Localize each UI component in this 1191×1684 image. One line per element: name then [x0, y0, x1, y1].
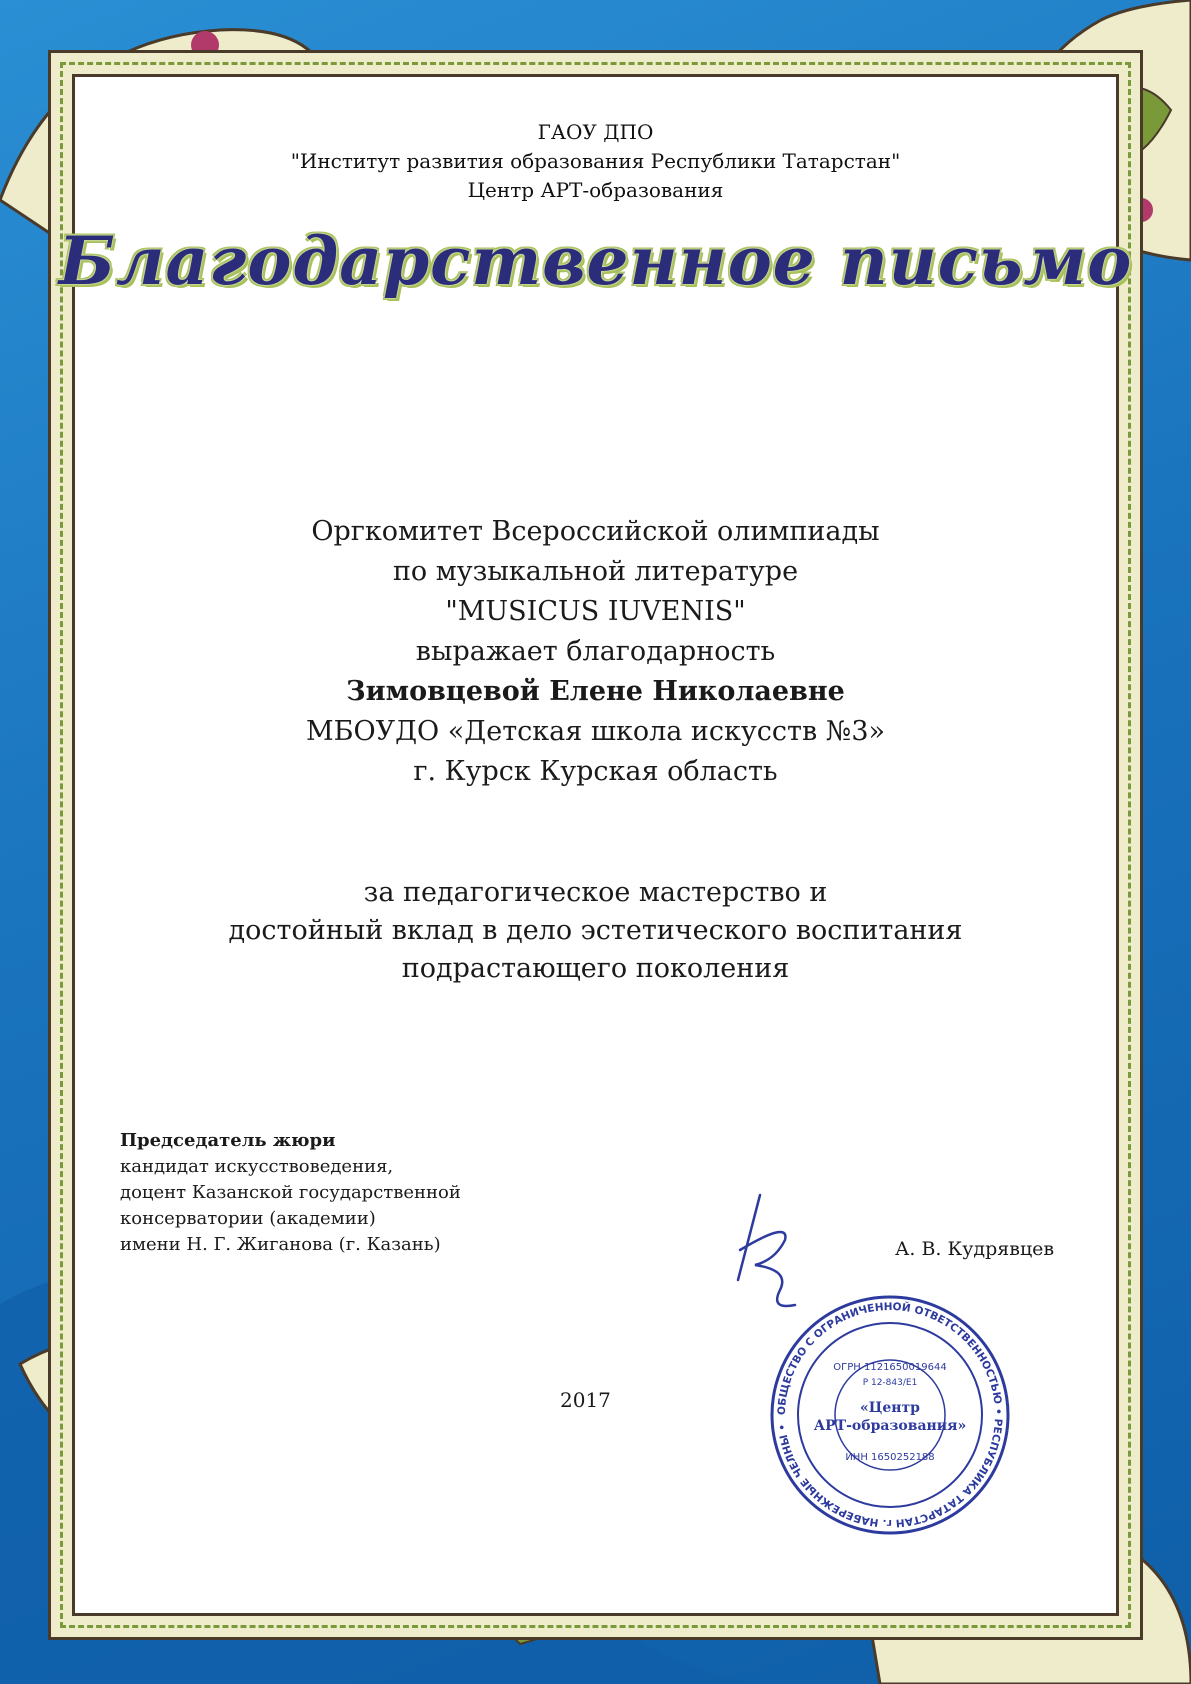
- issuer-line-3: Центр АРТ-образования: [467, 178, 724, 202]
- reason-line-2: достойный вклад в дело эстетического воспитания: [228, 915, 963, 946]
- issuer-line-1: ГАОУ ДПО: [537, 120, 654, 144]
- stamp-inn: ИНН 1650252188: [845, 1452, 935, 1463]
- body-line-3: "MUSICUS IUVENIS": [445, 596, 746, 627]
- signer-name: А. В. Кудрявцев: [895, 1238, 1055, 1260]
- issuer-header: [0, 118, 1191, 205]
- gratitude-body: [0, 512, 1191, 792]
- reason-line-1: за педагогическое мастерство и: [363, 877, 828, 908]
- jury-line-3: консерватории (академии): [120, 1208, 376, 1229]
- recipient-name: Зимовцевой Елене Николаевне: [346, 676, 845, 707]
- jury-chair-block: [120, 1128, 461, 1258]
- jury-line-4: имени Н. Г. Жиганова (г. Казань): [120, 1234, 441, 1255]
- stamp-ogrn: ОГРН 1121650019644: [833, 1362, 947, 1373]
- reason-line-3: подрастающего поколения: [401, 953, 790, 984]
- recipient-city: г. Курск Курская область: [413, 756, 778, 787]
- jury-line-2: доцент Казанской государственной: [120, 1182, 461, 1203]
- issuer-line-2: "Институт развития образования Республики Татарстан": [290, 149, 901, 173]
- issue-year: 2017: [560, 1388, 611, 1412]
- gratitude-reason: [0, 874, 1191, 988]
- stamp-ring-text: ОБЩЕСТВО С ОГРАНИЧЕННОЙ ОТВЕТСТВЕННОСТЬЮ • РЕСПУБЛИКА ТАТАРСТАН г. НАБЕРЕЖНЫЕ ЧЕЛНЫ •: [775, 1300, 1005, 1530]
- document-title: Благодарственное письмо: [58, 222, 1133, 300]
- jury-heading: Председатель жюри: [120, 1130, 336, 1151]
- body-line-4: выражает благодарность: [415, 636, 776, 667]
- stamp-center-line-1: «Центр: [860, 1400, 920, 1416]
- recipient-organization: МБОУДО «Детская школа искусств №3»: [305, 716, 886, 747]
- body-line-2: по музыкальной литературе: [392, 556, 799, 587]
- stamp-center-line-2: АРТ-образования»: [813, 1418, 967, 1434]
- jury-line-1: кандидат искусствоведения,: [120, 1156, 394, 1177]
- stamp-reg: Р 12-843/Е1: [862, 1378, 918, 1388]
- official-stamp: [765, 1290, 1015, 1540]
- body-line-1: Оргкомитет Всероссийской олимпиады: [311, 516, 880, 547]
